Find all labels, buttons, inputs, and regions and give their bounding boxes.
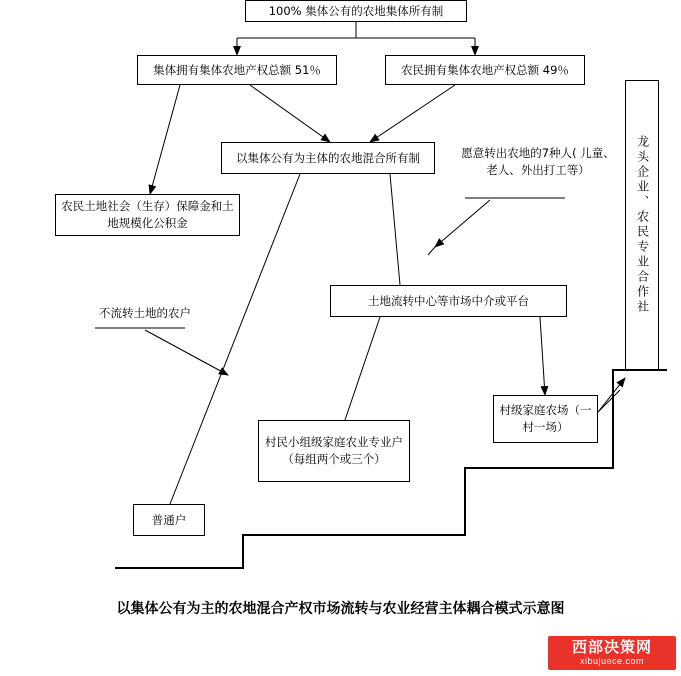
node-mixed-ownership: 以集体公有为主体的农地混合所有制 (221, 142, 435, 174)
watermark-cn-text: 西部决策网 (571, 638, 652, 657)
node-village-family-farm: 村级家庭农场（一村一场） (493, 395, 598, 443)
node-group-family-farm: 村民小组级家庭农业专业户（每组两个或三个） (258, 420, 410, 482)
watermark-url-text: xibujuece.com (579, 655, 645, 666)
node-collective-share-51: 集体拥有集体农地产权总额 51％ (137, 55, 337, 85)
watermark (548, 636, 676, 670)
node-collective-ownership-top: 100% 集体公有的农地集体所有制 (245, 0, 467, 22)
label-non-transfer-households: 不流转土地的农户 (99, 306, 191, 320)
node-ordinary-household: 普通户 (133, 504, 205, 536)
node-farmer-share-49: 农民拥有集体农地产权总额 49％ (385, 55, 585, 85)
node-land-transfer-center: 土地流转中心等市场中介或平台 (330, 285, 567, 317)
node-leading-enterprise-cooperative: 龙头企业、农民专业合作社 (625, 80, 659, 370)
node-social-security-fund: 农民土地社会（生存）保障金和土地规模化公积金 (55, 194, 240, 236)
label-willing-transfer-groups: 愿意转出农地的7种人( 儿童、老人、外出打工等） (461, 146, 615, 178)
diagram-caption: 以集体公有为主的农地混合产权市场流转与农业经营主体耦合模式示意图 (116, 601, 565, 617)
